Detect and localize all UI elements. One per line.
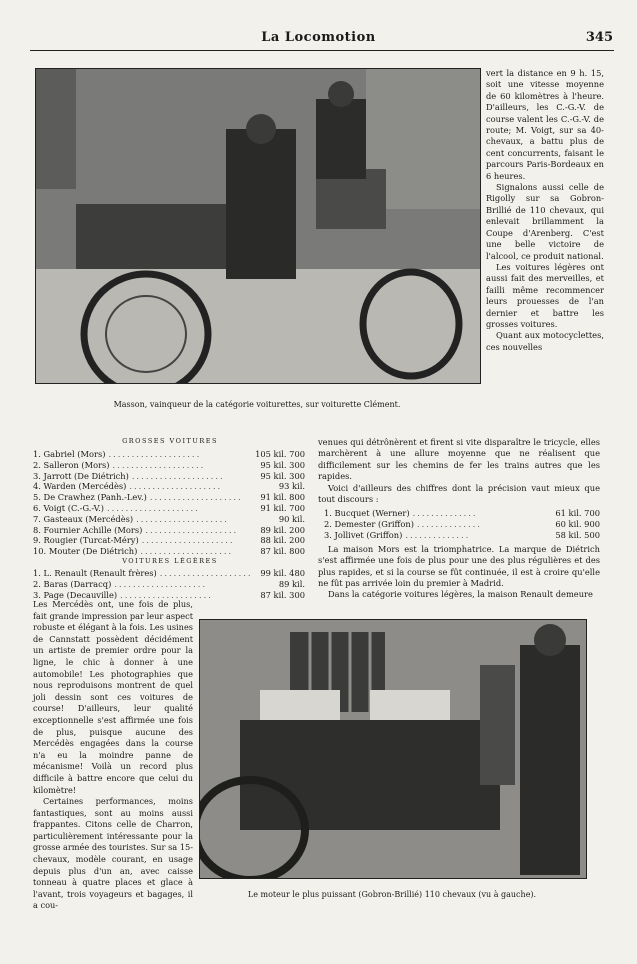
result-row: 2. Demester (Griffon) .............. 60 kil. 900 [324, 519, 600, 530]
result-name: 4. Warden (Mercédès) [33, 481, 127, 492]
result-name: 3. Jarrott (De Diétrich) [33, 470, 129, 481]
result-time: 91 kil. 800 [260, 492, 305, 503]
result-name: 2. Baras (Darracq) [33, 578, 112, 589]
paragraph: Signalons aussi celle de Rigolly sur sa Gobron-Brillié de 110 chevaux, qui enlevait brillamment la Coupe d'Arenberg. C'est une belle victoire de l'alcool, ce produit national. [486, 182, 604, 261]
result-time: 88 kil. 200 [260, 535, 305, 546]
paragraph: vert la distance en 9 h. 15, soit une vitesse moyenne de 60 kilomètres à l'heure. D'ailleurs, les C.-G.-V. de course valent les C.-G.-V. de route; M. Voigt, sur sa 40-chevaux, a battu plus de cent concurrents, faisant le parcours Paris-Bordeaux en 6 heures. [486, 68, 604, 181]
result-name: 1. L. Renault (Renault frères) [33, 568, 157, 578]
result-row: 5. De Crawhez (Panh.-Lev.) .................... 91 kil. 800 [33, 492, 305, 503]
motos-list [318, 505, 600, 543]
paragraph: Voici d'ailleurs des chiffres dont la précision vaut mieux que tout discours : [318, 482, 600, 505]
paragraph: Certaines performances, moins fantastiques, sont au moins aussi frappantes. Citons celle de Charron, particulièrement intéressante pour la grosse armée des touristes. Sur sa 15-chevaux, modèle courant, en usage depuis plus d'un an, avec caisse tonneau à quatre places et glace à l'avant, trois voyageurs et bagages, il a cou- [33, 796, 193, 911]
result-time: 89 kil. 200 [260, 524, 305, 535]
result-name: 2. Salleron (Mors) [33, 459, 110, 470]
result-row: 2. Salleron (Mors) .................... 95 kil. 300 [33, 459, 305, 470]
result-time: 95 kil. 300 [260, 470, 305, 481]
result-time: 60 kil. 900 [555, 519, 600, 530]
result-name: 3. Page (Decauville) [33, 589, 118, 600]
result-row: 1. Bucquet (Werner) .............. 61 kil. 700 [324, 508, 600, 519]
header-rule [30, 50, 614, 51]
result-time: 105 kil. 700 [255, 449, 305, 459]
result-row: 10. Mouter (De Diétrich) .................... 87 kil. 800 [33, 546, 305, 557]
grosses-voitures-list [33, 449, 305, 557]
left-column-text [33, 599, 193, 912]
result-time: 61 kil. 700 [555, 508, 600, 519]
result-time: 99 kil. 480 [260, 568, 305, 578]
right-column-text [486, 68, 604, 353]
middle-column-text [318, 437, 600, 601]
result-row: 4. Warden (Mercédès) .................... 93 kil. [33, 481, 305, 492]
result-time: 87 kil. 300 [260, 589, 305, 600]
result-row: 3. Jarrott (De Diétrich) .................... 95 kil. 300 [33, 470, 305, 481]
result-time: 87 kil. 800 [260, 546, 305, 557]
paragraph: Les voitures légères ont aussi fait des merveilles, et failli même recommencer leurs prouesses de l'an dernier et battre les grosses voitures. [486, 261, 604, 329]
photo-voiturette-caption: Masson, vainqueur de la catégorie voiturettes, sur voiturette Clément. [113, 400, 401, 409]
result-name: 3. Jollivet (Griffon) [324, 530, 403, 541]
result-time: 91 kil. 700 [260, 502, 305, 513]
result-row: 8. Fournier Achille (Mors) .................... 89 kil. 200 [33, 524, 305, 535]
running-head: La Locomotion [261, 30, 376, 45]
result-name: 1. Gabriel (Mors) [33, 449, 106, 459]
result-time: 90 kil. [278, 513, 305, 524]
paragraph: Les Mercédès ont, une fois de plus, fait grande impression par leur aspect robuste et élégant à la fois. Les usines de Cannstatt possèdent décidément un artiste de premier ordre pour la ligne, le chic à donner à une automobile! Les photographies que nous reproduisons montrent de quel joli dessin sont ces voitures de course! D'ailleurs, leur qualité exceptionnelle s'est affirmée une fois de plus, puisque aucune des Mercédès engagées dans la course n'a eu la moindre panne de mécanisme! Voilà un record plus difficile à battre encore que celui du kilomètre! [33, 599, 193, 795]
result-row: 6. Voigt (C.-G.-V.) .................... 91 kil. 700 [33, 502, 305, 513]
result-name: 8. Fournier Achille (Mors) [33, 524, 143, 535]
result-name: 2. Demester (Griffon) [324, 519, 414, 530]
result-row: 1. Gabriel (Mors) .................... 105 kil. 700 [33, 449, 305, 459]
voitures-legeres-list [33, 568, 305, 600]
voitures-legeres-heading: VOITURES LÉGÈRES [122, 557, 218, 565]
result-time: 95 kil. 300 [260, 459, 305, 470]
result-name: 5. De Crawhez (Panh.-Lev.) [33, 492, 147, 503]
photo-engine [199, 619, 587, 879]
page-number: 345 [585, 30, 613, 45]
result-row: 1. L. Renault (Renault frères) .................... 99 kil. 480 [33, 568, 305, 578]
result-name: 1. Bucquet (Werner) [324, 508, 410, 519]
result-row: 3. Page (Decauville) .................... 87 kil. 300 [33, 589, 305, 600]
result-row: 7. Gasteaux (Mercédès) .................... 90 kil. [33, 513, 305, 524]
result-time: 89 kil. [278, 578, 305, 589]
paragraph: venues qui détrônèrent et firent si vite disparaître le tricycle, elles marchèrent à une allure moyenne que ne réalisent que difficilement sur les chemins de fer les trains autres que les rapides. [318, 437, 600, 482]
result-time: 58 kil. 500 [555, 530, 600, 541]
result-row: 3. Jollivet (Griffon) .............. 58 kil. 500 [324, 530, 600, 541]
result-name: 10. Mouter (De Diétrich) [33, 546, 138, 557]
result-row: 2. Baras (Darracq) .................... 89 kil. [33, 578, 305, 589]
result-row: 9. Rougier (Turcat-Méry) .................... 88 kil. 200 [33, 535, 305, 546]
paragraph: La maison Mors est la triomphatrice. La marque de Diétrich s'est affirmée une fois de plus pour une des plus régulières et des plus rapides, et si la course se fût continuée, il est à croire qu'elle ne fût pas arrivée loin du premier à Madrid. [318, 543, 600, 589]
result-name: 6. Voigt (C.-G.-V.) [33, 502, 105, 513]
result-time: 93 kil. [278, 481, 305, 492]
result-name: 7. Gasteaux (Mercédès) [33, 513, 134, 524]
paragraph: Dans la catégorie voitures légères, la maison Renault demeure [328, 589, 593, 600]
paragraph: Quant aux motocyclettes, ces nouvelles [486, 330, 604, 352]
photo-engine-caption: Le moteur le plus puissant (Gobron-Brillié) 110 chevaux (vu à gauche). [247, 890, 537, 899]
result-name: 9. Rougier (Turcat-Méry) [33, 535, 139, 546]
photo-voiturette [35, 68, 481, 384]
grosses-voitures-heading: GROSSES VOITURES [122, 437, 218, 445]
